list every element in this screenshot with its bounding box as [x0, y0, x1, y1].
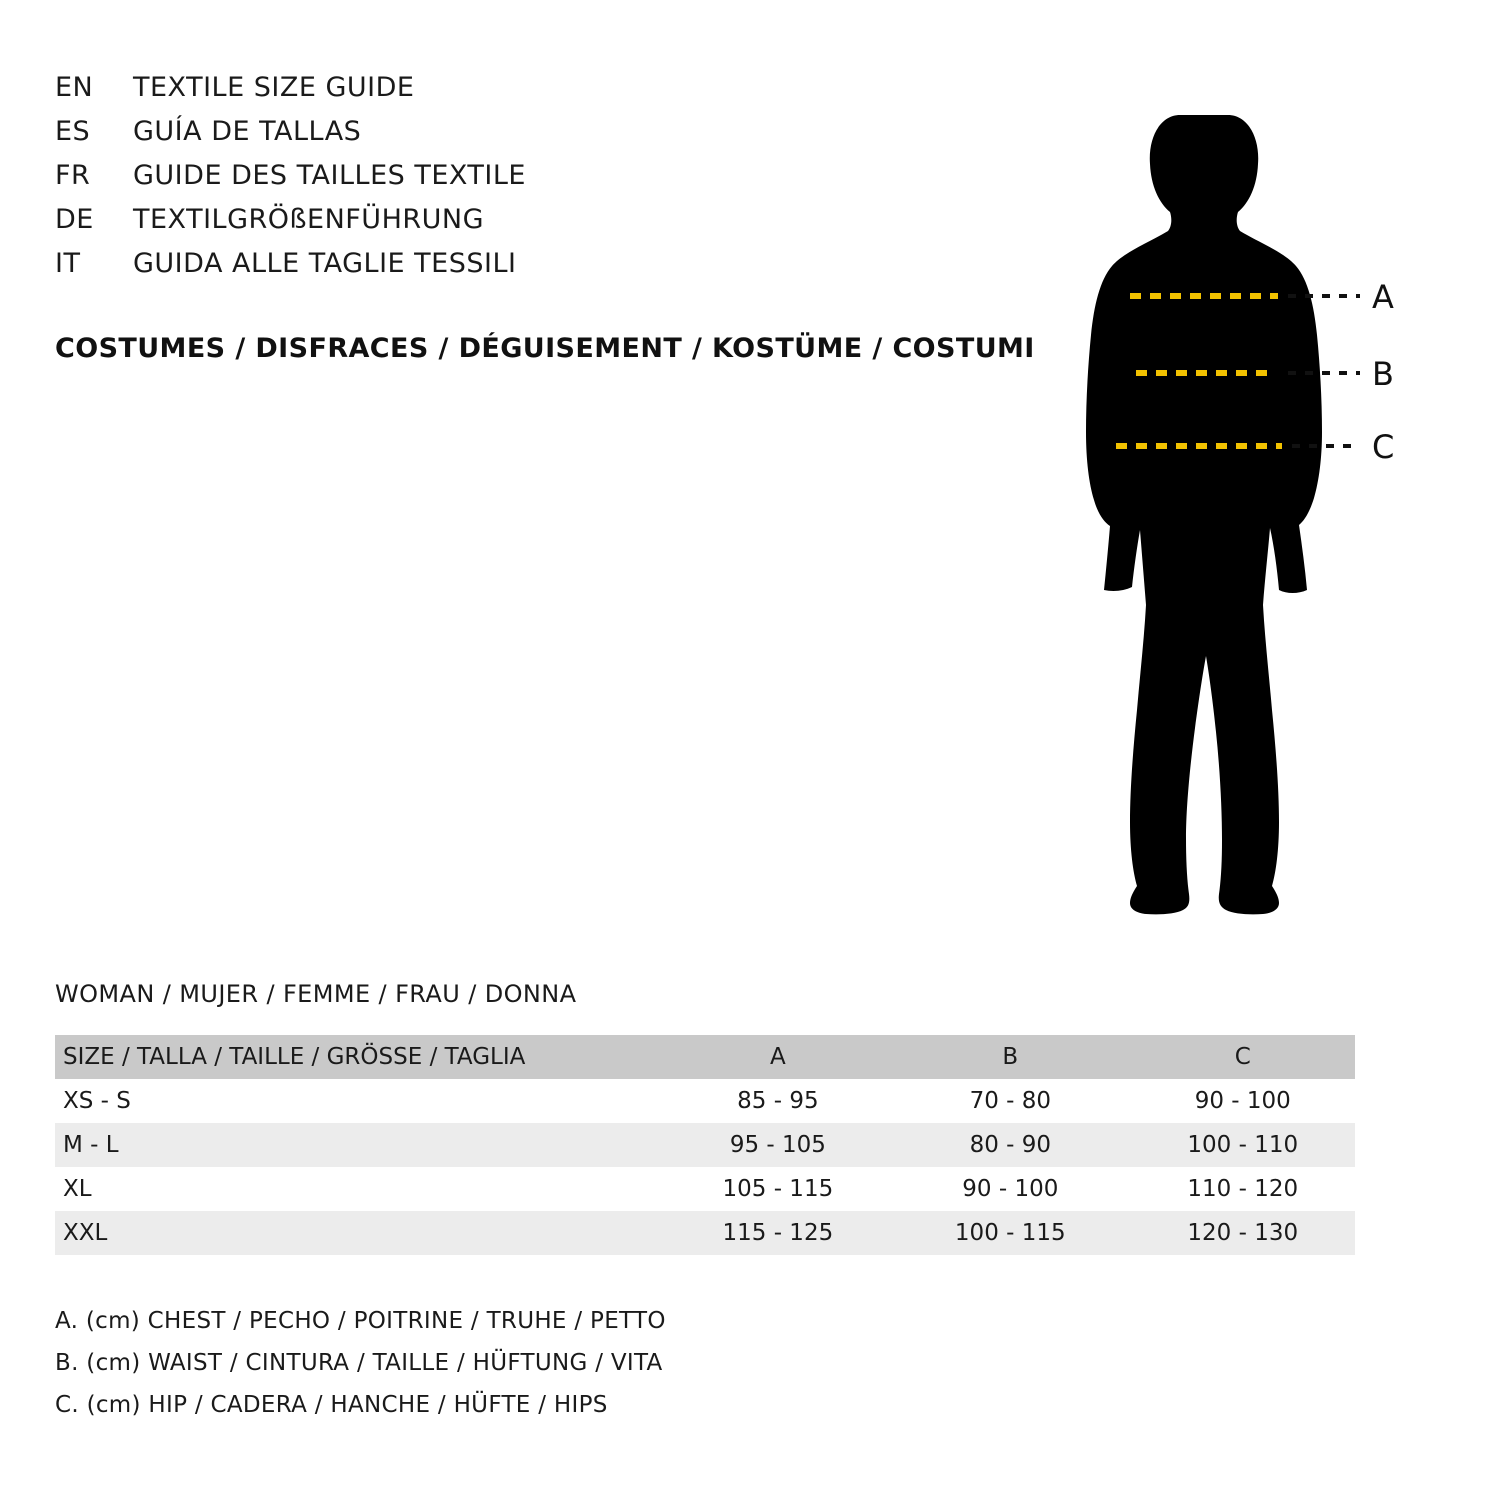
language-text-en: TEXTILE SIZE GUIDE — [133, 72, 415, 103]
language-row-de — [55, 204, 755, 248]
size-table — [55, 1035, 1355, 1255]
table-row — [55, 1123, 1355, 1167]
language-code-en: EN — [55, 72, 94, 103]
language-code-es: ES — [55, 116, 91, 147]
language-code-de: DE — [55, 204, 94, 235]
cell-a: 85 - 95 — [737, 1088, 819, 1114]
legend-line-b: B. (cm) WAIST / CINTURA / TAILLE / HÜFTUNG / VITA — [55, 1350, 663, 1376]
language-text-es: GUÍA DE TALLAS — [133, 116, 362, 147]
page-subtitle: COSTUMES / DISFRACES / DÉGUISEMENT / KOSTÜME / COSTUMI — [55, 333, 1035, 364]
language-row-en — [55, 72, 755, 116]
language-code-fr: FR — [55, 160, 91, 191]
size-table-head — [55, 1035, 1355, 1079]
language-code-it: IT — [55, 248, 81, 279]
language-row-fr — [55, 160, 755, 204]
figure-label-c: C — [1372, 428, 1395, 466]
cell-a: 105 - 115 — [722, 1176, 834, 1202]
header-b: B — [1002, 1044, 1019, 1070]
size-table-body — [55, 1079, 1355, 1255]
cell-size: XL — [63, 1176, 92, 1202]
cell-b: 70 - 80 — [969, 1088, 1052, 1114]
header-size: SIZE / TALLA / TAILLE / GRÖSSE / TAGLIA — [63, 1044, 526, 1070]
legend-line-c: C. (cm) HIP / CADERA / HANCHE / HÜFTE / HIPS — [55, 1392, 608, 1418]
table-row — [55, 1211, 1355, 1255]
cell-b: 100 - 115 — [954, 1220, 1066, 1246]
cell-b: 90 - 100 — [962, 1176, 1059, 1202]
cell-c: 90 - 100 — [1194, 1088, 1291, 1114]
header-c: C — [1234, 1044, 1251, 1070]
cell-c: 100 - 110 — [1187, 1132, 1299, 1158]
language-list — [55, 72, 755, 292]
cell-c: 120 - 130 — [1187, 1220, 1299, 1246]
language-text-de: TEXTILGRÖßENFÜHRUNG — [133, 204, 485, 235]
cell-size: XXL — [63, 1220, 108, 1246]
table-title: WOMAN / MUJER / FEMME / FRAU / DONNA — [55, 980, 577, 1008]
body-figure — [1020, 60, 1480, 940]
table-header-row — [55, 1035, 1355, 1079]
language-row-es — [55, 116, 755, 160]
cell-a: 95 - 105 — [729, 1132, 826, 1158]
legend-line-a: A. (cm) CHEST / PECHO / POITRINE / TRUHE / PETTO — [55, 1308, 666, 1334]
language-text-fr: GUIDE DES TAILLES TEXTILE — [133, 160, 526, 191]
cell-c: 110 - 120 — [1187, 1176, 1299, 1202]
cell-size: XS - S — [63, 1088, 131, 1114]
figure-label-a: A — [1372, 278, 1394, 316]
language-row-it — [55, 248, 755, 292]
cell-size: M - L — [63, 1132, 119, 1158]
table-row — [55, 1079, 1355, 1123]
measurement-legend — [55, 1300, 666, 1426]
table-row — [55, 1167, 1355, 1211]
cell-a: 115 - 125 — [722, 1220, 834, 1246]
cell-b: 80 - 90 — [969, 1132, 1052, 1158]
figure-label-b: B — [1372, 355, 1394, 393]
female-silhouette-icon — [1086, 115, 1322, 914]
header-a: A — [769, 1044, 786, 1070]
language-text-it: GUIDA ALLE TAGLIE TESSILI — [133, 248, 517, 279]
